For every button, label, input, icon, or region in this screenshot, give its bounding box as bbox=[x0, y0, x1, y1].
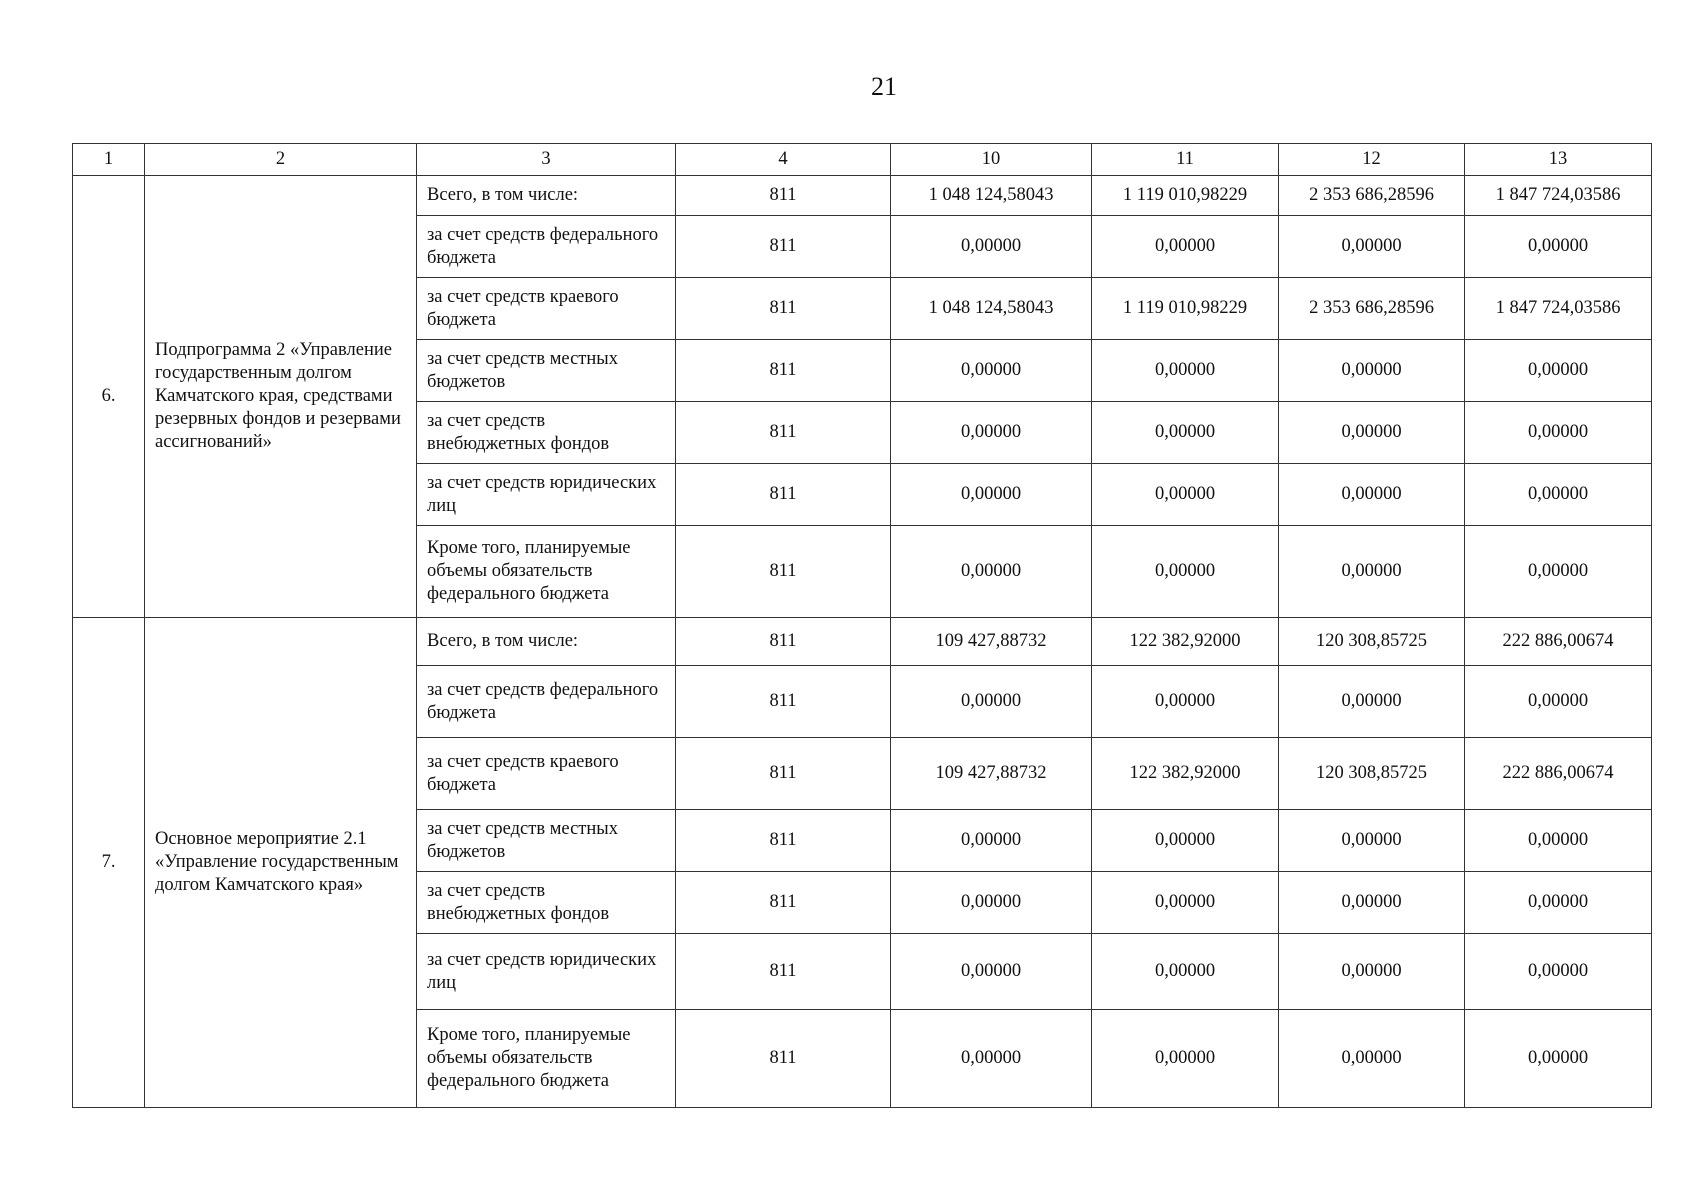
amount-cell: 0,00000 bbox=[891, 872, 1092, 934]
amount-cell: 0,00000 bbox=[891, 1010, 1092, 1108]
header-cell: 13 bbox=[1465, 144, 1652, 176]
amount-cell: 0,00000 bbox=[891, 526, 1092, 618]
amount-cell: 0,00000 bbox=[891, 934, 1092, 1010]
amount-cell: 1 847 724,03586 bbox=[1465, 176, 1652, 216]
budget-code: 811 bbox=[676, 402, 891, 464]
budget-code: 811 bbox=[676, 216, 891, 278]
budget-code: 811 bbox=[676, 810, 891, 872]
amount-cell: 0,00000 bbox=[1465, 666, 1652, 738]
amount-cell: 0,00000 bbox=[1092, 402, 1279, 464]
funding-source: Кроме того, планируемые объемы обязательств федерального бюджета bbox=[417, 526, 676, 618]
amount-cell: 0,00000 bbox=[1465, 526, 1652, 618]
amount-cell: 0,00000 bbox=[1279, 1010, 1465, 1108]
funding-source: за счет средств федерального бюджета bbox=[417, 216, 676, 278]
header-cell: 4 bbox=[676, 144, 891, 176]
amount-cell: 122 382,92000 bbox=[1092, 738, 1279, 810]
funding-source: за счет средств краевого бюджета bbox=[417, 738, 676, 810]
funding-source: за счет средств юридических лиц bbox=[417, 464, 676, 526]
amount-cell: 0,00000 bbox=[1092, 216, 1279, 278]
amount-cell: 122 382,92000 bbox=[1092, 618, 1279, 666]
amount-cell: 1 847 724,03586 bbox=[1465, 278, 1652, 340]
amount-cell: 0,00000 bbox=[1465, 810, 1652, 872]
budget-code: 811 bbox=[676, 666, 891, 738]
budget-code: 811 bbox=[676, 618, 891, 666]
amount-cell: 0,00000 bbox=[891, 340, 1092, 402]
amount-cell: 0,00000 bbox=[1465, 402, 1652, 464]
amount-cell: 0,00000 bbox=[891, 216, 1092, 278]
amount-cell: 0,00000 bbox=[1465, 464, 1652, 526]
amount-cell: 0,00000 bbox=[1279, 934, 1465, 1010]
amount-cell: 0,00000 bbox=[1279, 464, 1465, 526]
table-row bbox=[73, 618, 1652, 666]
funding-source: за счет средств местных бюджетов bbox=[417, 340, 676, 402]
amount-cell: 1 119 010,98229 bbox=[1092, 176, 1279, 216]
amount-cell: 0,00000 bbox=[1279, 402, 1465, 464]
amount-cell: 0,00000 bbox=[1465, 340, 1652, 402]
funding-source: за счет средств внебюджетных фондов bbox=[417, 872, 676, 934]
budget-code: 811 bbox=[676, 738, 891, 810]
budget-code: 811 bbox=[676, 464, 891, 526]
amount-cell: 0,00000 bbox=[891, 666, 1092, 738]
funding-source: за счет средств внебюджетных фондов bbox=[417, 402, 676, 464]
amount-cell: 2 353 686,28596 bbox=[1279, 278, 1465, 340]
amount-cell: 0,00000 bbox=[1279, 216, 1465, 278]
amount-cell: 0,00000 bbox=[1465, 934, 1652, 1010]
table-row bbox=[73, 176, 1652, 216]
amount-cell: 0,00000 bbox=[1465, 872, 1652, 934]
budget-code: 811 bbox=[676, 278, 891, 340]
funding-source: Всего, в том числе: bbox=[417, 618, 676, 666]
amount-cell: 1 048 124,58043 bbox=[891, 278, 1092, 340]
budget-code: 811 bbox=[676, 176, 891, 216]
funding-source: за счет средств краевого бюджета bbox=[417, 278, 676, 340]
amount-cell: 222 886,00674 bbox=[1465, 738, 1652, 810]
header-cell: 10 bbox=[891, 144, 1092, 176]
budget-code: 811 bbox=[676, 934, 891, 1010]
funding-source: за счет средств федерального бюджета bbox=[417, 666, 676, 738]
amount-cell: 0,00000 bbox=[1092, 666, 1279, 738]
budget-code: 811 bbox=[676, 526, 891, 618]
amount-cell: 120 308,85725 bbox=[1279, 618, 1465, 666]
amount-cell: 0,00000 bbox=[1092, 934, 1279, 1010]
row-number: 6. bbox=[73, 176, 145, 618]
amount-cell: 1 048 124,58043 bbox=[891, 176, 1092, 216]
budget-code: 811 bbox=[676, 340, 891, 402]
header-cell: 12 bbox=[1279, 144, 1465, 176]
amount-cell: 0,00000 bbox=[1092, 810, 1279, 872]
header-cell: 3 bbox=[417, 144, 676, 176]
amount-cell: 222 886,00674 bbox=[1465, 618, 1652, 666]
program-name: Подпрограмма 2 «Управление государственным долгом Камчатского края, средствами резервных фондов и резервами ассигнований» bbox=[145, 176, 417, 618]
amount-cell: 0,00000 bbox=[1465, 1010, 1652, 1108]
amount-cell: 0,00000 bbox=[891, 464, 1092, 526]
amount-cell: 2 353 686,28596 bbox=[1279, 176, 1465, 216]
amount-cell: 0,00000 bbox=[1092, 1010, 1279, 1108]
funding-source: за счет средств местных бюджетов bbox=[417, 810, 676, 872]
funding-source: за счет средств юридических лиц bbox=[417, 934, 676, 1010]
amount-cell: 0,00000 bbox=[1092, 464, 1279, 526]
amount-cell: 0,00000 bbox=[1279, 526, 1465, 618]
amount-cell: 0,00000 bbox=[1465, 216, 1652, 278]
row-number: 7. bbox=[73, 618, 145, 1108]
amount-cell: 0,00000 bbox=[1092, 872, 1279, 934]
header-cell: 1 bbox=[73, 144, 145, 176]
funding-source: Кроме того, планируемые объемы обязательств федерального бюджета bbox=[417, 1010, 676, 1108]
program-name: Основное мероприятие 2.1 «Управление государственным долгом Камчатского края» bbox=[145, 618, 417, 1108]
amount-cell: 120 308,85725 bbox=[1279, 738, 1465, 810]
header-row bbox=[73, 144, 1652, 176]
amount-cell: 0,00000 bbox=[1279, 666, 1465, 738]
amount-cell: 0,00000 bbox=[1092, 526, 1279, 618]
header-cell: 2 bbox=[145, 144, 417, 176]
amount-cell: 0,00000 bbox=[891, 402, 1092, 464]
amount-cell: 0,00000 bbox=[1279, 872, 1465, 934]
amount-cell: 0,00000 bbox=[1279, 810, 1465, 872]
amount-cell: 0,00000 bbox=[1279, 340, 1465, 402]
budget-code: 811 bbox=[676, 1010, 891, 1108]
header-cell: 11 bbox=[1092, 144, 1279, 176]
amount-cell: 109 427,88732 bbox=[891, 738, 1092, 810]
amount-cell: 1 119 010,98229 bbox=[1092, 278, 1279, 340]
funding-source: Всего, в том числе: bbox=[417, 176, 676, 216]
budget-table bbox=[72, 143, 1652, 1108]
amount-cell: 0,00000 bbox=[891, 810, 1092, 872]
page-number: 21 bbox=[871, 72, 897, 101]
budget-code: 811 bbox=[676, 872, 891, 934]
amount-cell: 0,00000 bbox=[1092, 340, 1279, 402]
amount-cell: 109 427,88732 bbox=[891, 618, 1092, 666]
